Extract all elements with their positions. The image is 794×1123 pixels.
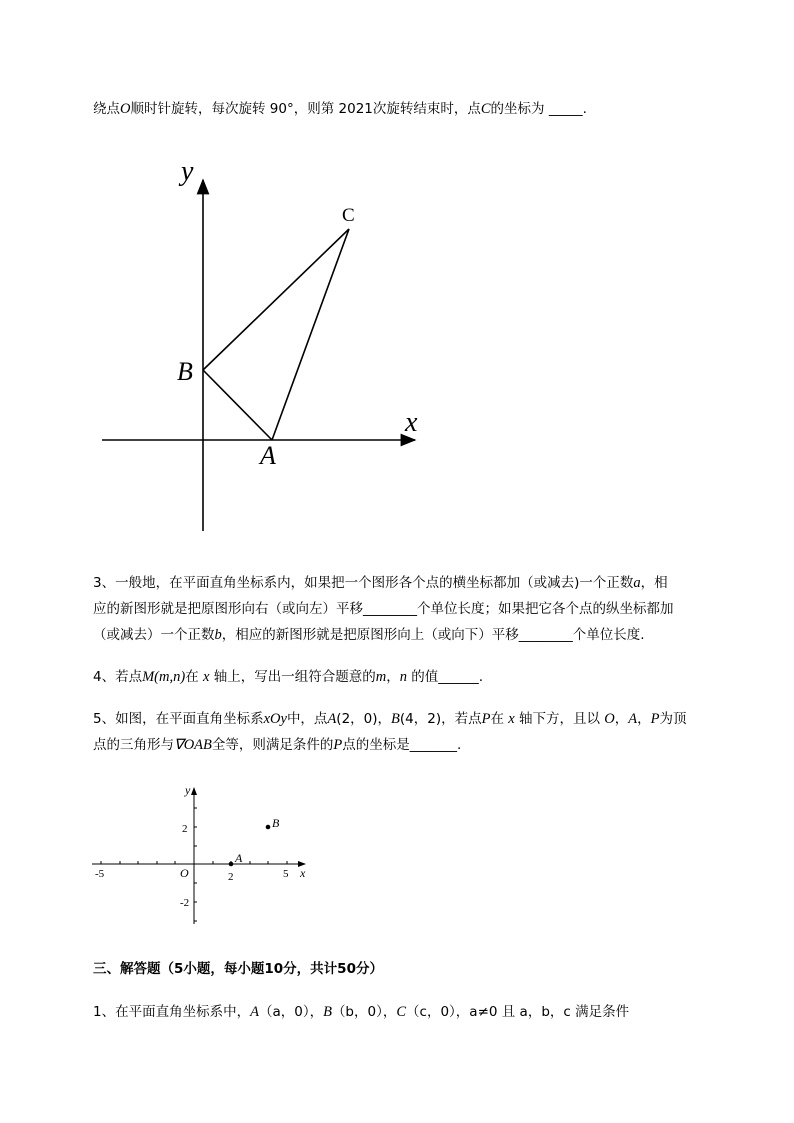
- text: （或减去）一个正数: [93, 627, 215, 643]
- answer-blank[interactable]: ______: [438, 669, 479, 685]
- fig2-tick-label-2y: 2: [182, 823, 188, 835]
- point-b: B: [323, 1004, 332, 1020]
- coord-b: （b，0），: [331, 1004, 397, 1020]
- fig2-tick-label-neg5x: -5: [95, 868, 105, 880]
- text: 为顶: [659, 711, 687, 727]
- text: 在: [185, 669, 199, 685]
- var-xoy: xOy: [263, 711, 287, 727]
- segment-ac: [272, 229, 349, 440]
- text: .: [457, 737, 462, 753]
- text: ，: [614, 711, 629, 727]
- text: 全等，则满足条件的: [211, 737, 334, 753]
- text: 次旋转结束时，点: [372, 101, 481, 117]
- point-a: A: [250, 1004, 259, 1020]
- fig2-point-b: [266, 825, 271, 830]
- text: ，: [386, 669, 400, 685]
- section-heading: 三、解答题（5小题，每小题10分，共计50分）: [93, 961, 383, 977]
- segment-bc: [203, 229, 349, 370]
- point-m: M(m,n): [142, 669, 186, 685]
- fig2-tick-label-neg2y: -2: [180, 897, 190, 909]
- q2-tail-line: [93, 100, 587, 118]
- answer-blank[interactable]: _____: [548, 101, 583, 117]
- point-o: O: [120, 101, 131, 117]
- var-x: x: [202, 669, 210, 685]
- var-m: m: [375, 669, 387, 685]
- fig2-x-ticks: [101, 861, 287, 864]
- point-a: A: [628, 711, 638, 727]
- point-o: O: [604, 711, 615, 727]
- text: ，若点: [441, 711, 482, 727]
- figure-small-coordinate-plane: [92, 783, 306, 924]
- coord-b: (4，2): [399, 711, 442, 727]
- text: ，: [637, 711, 651, 727]
- q5-line1: [93, 710, 686, 728]
- text: 应的新图形就是把原图形向右（或向左）平移: [93, 601, 363, 617]
- fig2-point-a: [229, 862, 234, 867]
- fig1-label-a: A: [260, 441, 276, 470]
- text: .: [478, 669, 484, 685]
- text: 3、一般地，在平面直角坐标系内，如果把一个图形各个点的横坐标都加（或减去)一个正数: [93, 575, 634, 591]
- text: .: [582, 101, 587, 117]
- q5-line2: [93, 736, 461, 754]
- text: 绕点: [93, 101, 120, 117]
- var-a: a: [633, 575, 641, 591]
- s3-q1-line: [93, 1003, 629, 1021]
- q4-line: [93, 668, 483, 686]
- var-b: b: [214, 627, 222, 643]
- triangle-oab: ∇OAB: [174, 737, 212, 753]
- point-p: P: [333, 737, 343, 753]
- text: 点的三角形与: [93, 737, 174, 753]
- fig1-x-label: x: [405, 407, 418, 438]
- fig2-y-ticks: [194, 808, 197, 921]
- fig1-label-c: C: [342, 205, 355, 226]
- text: ，: [377, 711, 392, 727]
- segment-ba: [203, 370, 272, 440]
- condition-text: a≠0 且 a，b，c 满足条件: [469, 1004, 630, 1020]
- text: 轴上，写出一组符合题意的: [213, 669, 376, 685]
- fig2-tick-label-5x: 5: [283, 868, 289, 880]
- text: 顺时针旋转，每次旋转: [130, 101, 266, 117]
- degree-value: 90°: [269, 101, 294, 117]
- text: 4、若点: [93, 669, 143, 685]
- coord-c: （c，0），: [406, 1004, 470, 1020]
- point-c: C: [480, 101, 491, 117]
- text: 的值: [411, 669, 439, 685]
- text: 的坐标为: [490, 101, 545, 117]
- count-value: 2021: [338, 101, 373, 117]
- fig2-label-b: B: [272, 816, 280, 830]
- text: 在: [490, 711, 504, 727]
- fig2-label-a: A: [235, 851, 243, 865]
- answer-blank[interactable]: ________: [518, 627, 573, 643]
- fig2-tick-label-2x: 2: [228, 871, 234, 883]
- coord-a: （a，0），: [258, 1004, 324, 1020]
- point-c: C: [396, 1004, 407, 1020]
- q3-line2: [93, 600, 674, 618]
- text: ，相: [640, 575, 668, 591]
- text: 5、如图，在平面直角坐标系: [93, 711, 264, 727]
- fig1-y-label: y: [181, 156, 194, 187]
- var-n: n: [399, 669, 407, 685]
- text: 点的坐标是: [342, 737, 410, 753]
- text: 中，点: [286, 711, 328, 727]
- text: ，相应的新图形就是把原图形向上（或向下）平移: [221, 627, 519, 643]
- q3-line1: [93, 574, 668, 592]
- fig2-origin-label: O: [180, 866, 189, 880]
- coord-a: (2，0): [336, 711, 378, 727]
- answer-blank[interactable]: _______: [409, 737, 457, 753]
- q3-line3: [93, 626, 645, 644]
- point-a: A: [327, 711, 337, 727]
- var-x: x: [508, 711, 515, 727]
- point-p: P: [481, 711, 491, 727]
- point-b: B: [391, 711, 400, 727]
- text: ，则第: [293, 101, 335, 117]
- answer-blank[interactable]: ________: [363, 601, 417, 617]
- point-p: P: [650, 711, 660, 727]
- fig2-y-label: y: [185, 783, 191, 797]
- text: 1、在平面直角坐标系中，: [93, 1004, 251, 1020]
- text: 个单位长度；如果把它各个点的纵坐标都加: [417, 601, 674, 617]
- text: 个单位长度.: [572, 627, 645, 643]
- text: 轴下方，且以: [518, 711, 600, 727]
- fig2-x-label: x: [300, 866, 306, 880]
- fig1-label-b: B: [177, 357, 193, 386]
